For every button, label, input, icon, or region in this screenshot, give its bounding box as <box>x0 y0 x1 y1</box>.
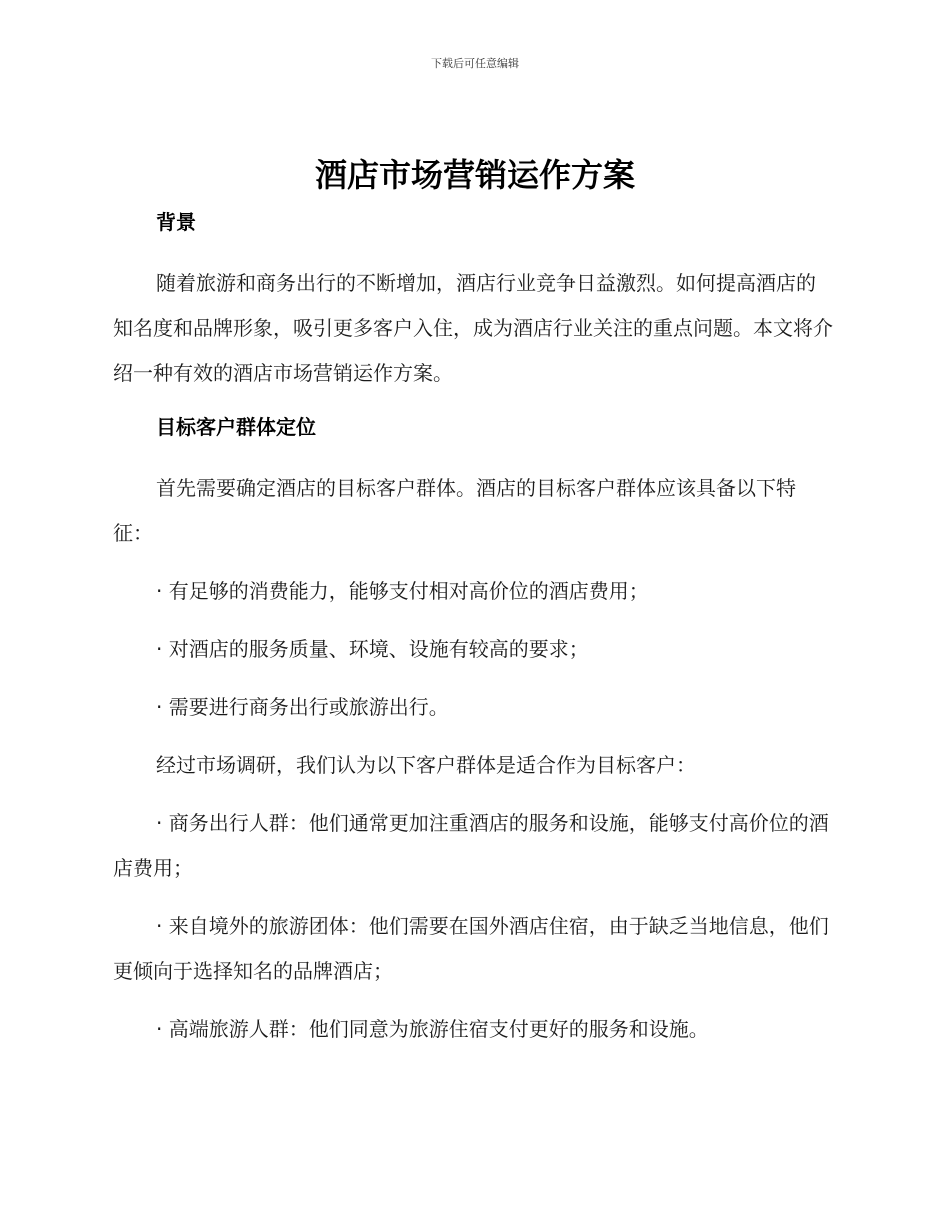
feature-list-item: · 需要进行商务出行或旅游出行。 <box>156 695 449 719</box>
feature-list-item: · 有足够的消费能力，能够支付相对高价位的酒店费用； <box>156 579 649 603</box>
group-list-item: · 商务出行人群：他们通常更加注重酒店的服务和设施，能够支付高价位的酒店费用； <box>113 811 829 880</box>
section-heading-target: 目标客户群体定位 <box>156 415 316 439</box>
group-list-item: · 来自境外的旅游团体：他们需要在国外酒店住宿，由于缺乏当地信息，他们更倾向于选择知名的品牌酒店； <box>113 914 829 983</box>
target-paragraph: 首先需要确定酒店的目标客户群体。酒店的目标客户群体应该具备以下特征： <box>113 476 796 545</box>
group-list-item: · 高端旅游人群：他们同意为旅游住宿支付更好的服务和设施。 <box>156 1017 709 1041</box>
document-body <box>113 204 833 1052</box>
page-header-note: 下载后可任意编辑 <box>431 57 519 70</box>
research-paragraph: 经过市场调研，我们认为以下客户群体是适合作为目标客户： <box>156 753 696 777</box>
background-paragraph: 随着旅游和商务出行的不断增加，酒店行业竞争日益激烈。如何提高酒店的知名度和品牌形象，吸引更多客户入住，成为酒店行业关注的重点问题。本文将介绍一种有效的酒店市场营销运作方案。 <box>113 271 833 385</box>
document-title: 酒店市场营销运作方案 <box>314 156 635 194</box>
section-heading-background: 背景 <box>156 210 196 234</box>
feature-list-item: · 对酒店的服务质量、环境、设施有较高的要求； <box>156 637 589 661</box>
